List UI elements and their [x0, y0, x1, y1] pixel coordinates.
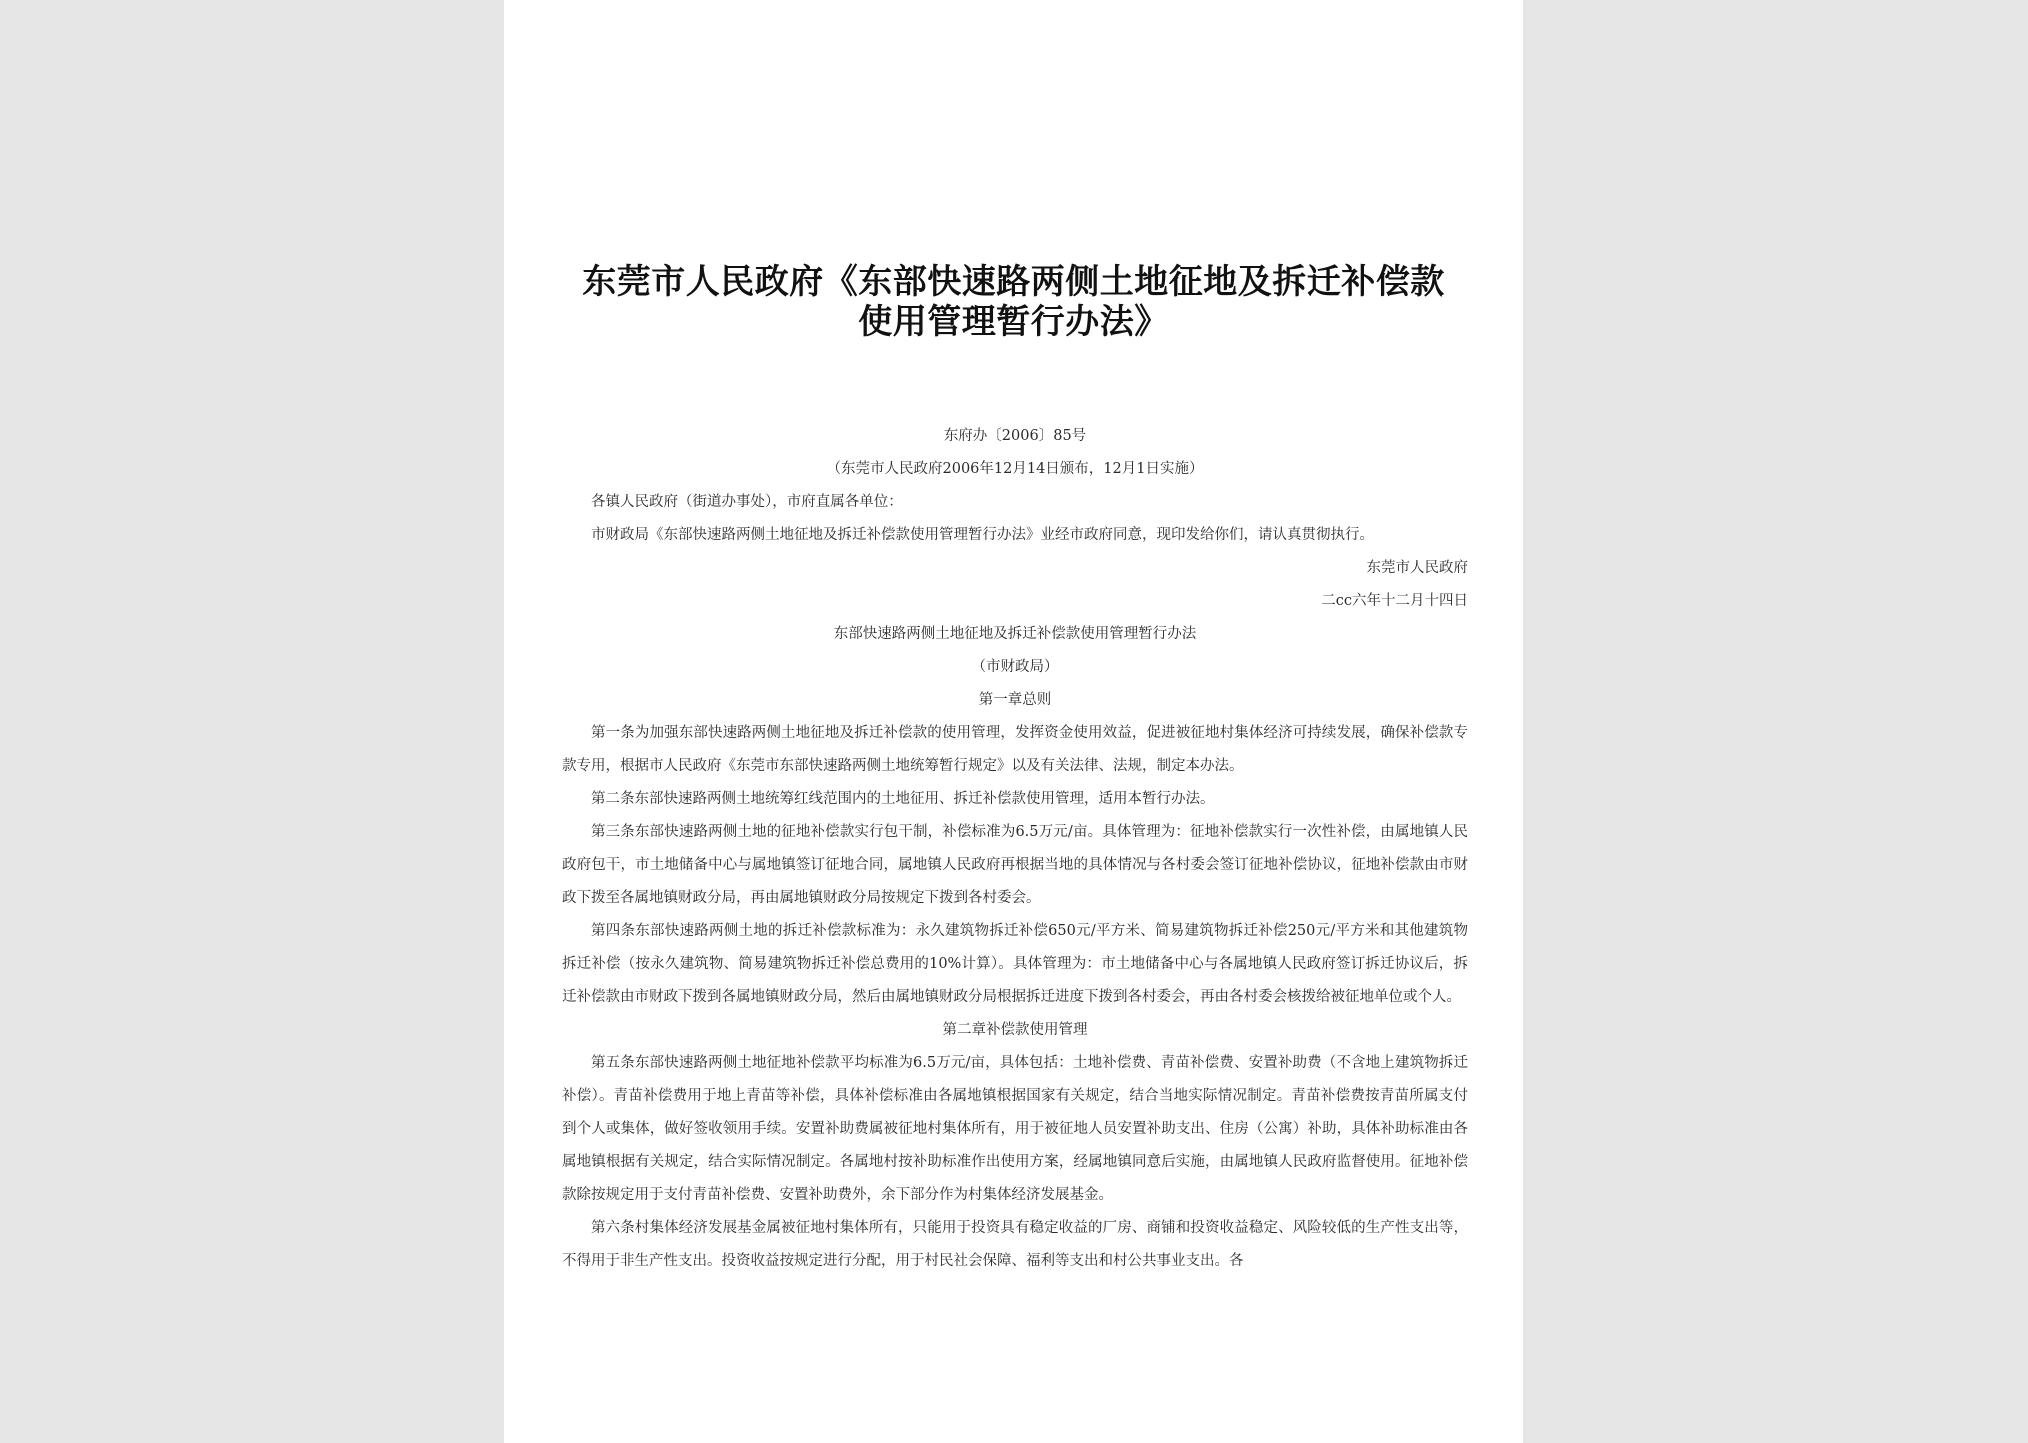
document-body [562, 420, 1468, 1278]
article-6: 第六条村集体经济发展基金属被征地村集体所有，只能用于投资具有稳定收益的厂房、商铺和投资收益稳定、风险较低的生产性支出等，不得用于非生产性支出。投资收益按规定进行分配，用于村民社会保障、福利等支出和村公共事业支出。各 [562, 1220, 1468, 1269]
chapter-1-heading: 第一章总则 [978, 692, 1052, 708]
doc-number: 东府办〔2006〕85号 [943, 428, 1087, 444]
chapter-2-heading: 第二章补偿款使用管理 [942, 1022, 1088, 1038]
document-title: 东莞市人民政府《东部快速路两侧土地征地及拆迁补偿款使用管理暂行办法》 [582, 262, 1445, 342]
article-5: 第五条东部快速路两侧土地征地补偿款平均标准为6.5万元/亩，具体包括：土地补偿费、青苗补偿费、安置补助费（不含地上建筑物拆迁补偿）。青苗补偿费用于地上青苗等补偿，具体补偿标准由各属地镇根据国家有关规定，结合当地实际情况制定。青苗补偿费按青苗所属支付到个人或集体，做好签收领用手续。安置补助费属被征地村集体所有，用于被征地人员安置补助支出、住房（公寓）补助，具体补助标准由各属地镇根据有关规定，结合实际情况制定。各属地村按补助标准作出使用方案，经属地镇同意后实施，由属地镇人民政府监督使用。征地补偿款除按规定用于支付青苗补偿费、安置补助费外，余下部分作为村集体经济发展基金。 [562, 1055, 1468, 1203]
article-1: 第一条为加强东部快速路两侧土地征地及拆迁补偿款的使用管理，发挥资金使用效益，促进被征地村集体经济可持续发展，确保补偿款专款专用，根据市人民政府《东莞市东部快速路两侧土地统筹暂行规定》以及有关法律、法规，制定本办法。 [562, 725, 1468, 774]
recipients: 各镇人民政府（街道办事处），市府直属各单位： [591, 494, 903, 510]
article-4: 第四条东部快速路两侧土地的拆迁补偿款标准为：永久建筑物拆迁补偿650元/平方米、简易建筑物拆迁补偿250元/平方米和其他建筑物拆迁补偿（按永久建筑物、简易建筑物拆迁补偿总费用的10%计算）。具体管理为：市土地储备中心与各属地镇人民政府签订拆迁协议后，拆迁补偿款由市财政下拨到各属地镇财政分局，然后由属地镇财政分局根据拆迁进度下拨到各村委会，再由各村委会核拨给被征地单位或个人。 [562, 923, 1468, 1005]
measures-title: 东部快速路两侧土地征地及拆迁补偿款使用管理暂行办法 [833, 626, 1197, 642]
issuer: （市财政局） [971, 659, 1059, 675]
issue-note: （东莞市人民政府2006年12月14日颁布，12月1日实施） [826, 461, 1204, 477]
article-2: 第二条东部快速路两侧土地统筹红线范围内的土地征用、拆迁补偿款使用管理，适用本暂行办法。 [591, 791, 1215, 807]
document-page [504, 0, 1523, 1443]
intro-paragraph: 市财政局《东部快速路两侧土地征地及拆迁补偿款使用管理暂行办法》业经市政府同意，现印发给你们，请认真贯彻执行。 [591, 527, 1374, 543]
issue-date: 二cc六年十二月十四日 [1321, 593, 1468, 609]
signatory: 东莞市人民政府 [1366, 560, 1468, 576]
article-3: 第三条东部快速路两侧土地的征地补偿款实行包干制，补偿标准为6.5万元/亩。具体管理为：征地补偿款实行一次性补偿，由属地镇人民政府包干，市土地储备中心与属地镇签订征地合同，属地镇人民政府再根据当地的具体情况与各村委会签订征地补偿协议，征地补偿款由市财政下拨至各属地镇财政分局，再由属地镇财政分局按规定下拨到各村委会。 [562, 824, 1468, 906]
